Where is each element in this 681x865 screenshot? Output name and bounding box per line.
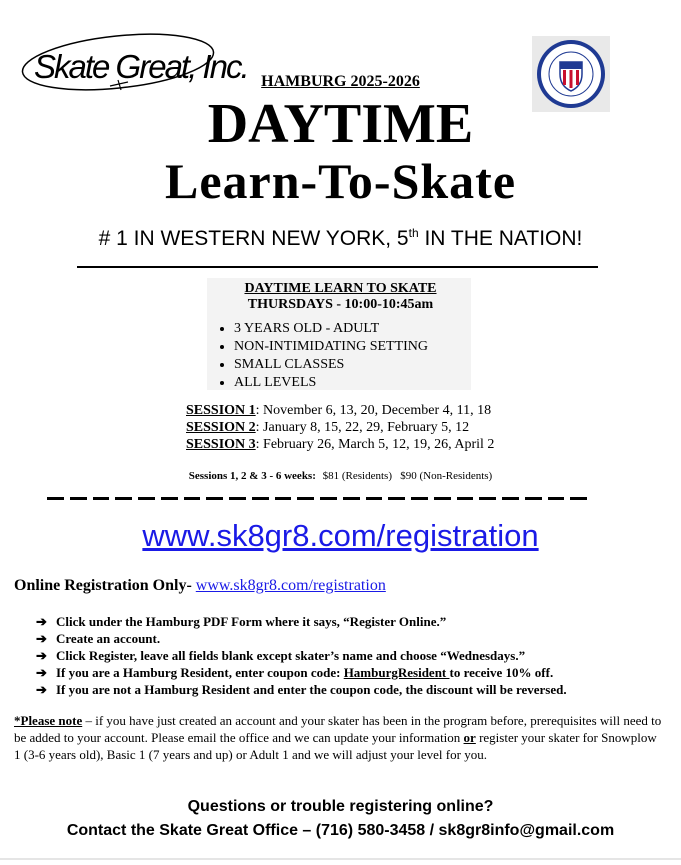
session-dates: : February 26, March 5, 12, 19, 26, April 2: [255, 437, 495, 452]
pricing-residents: $81 (Residents): [322, 470, 392, 482]
registration-link[interactable]: www.sk8gr8.com/registration: [142, 518, 539, 553]
session-label: SESSION 1: [186, 403, 256, 418]
note-label: *Please note: [14, 713, 83, 728]
session-dates: : November 6, 13, 20, December 4, 11, 18: [255, 403, 492, 418]
step-text: If you are a Hamburg Resident, enter coupon code:: [56, 665, 344, 680]
step-row: [36, 630, 567, 647]
pricing-label: Sessions 1, 2 & 3 - 6 weeks:: [188, 470, 316, 482]
step-text: Click under the Hamburg PDF Form where it says, “Register Online.”: [56, 614, 447, 629]
session-label: SESSION 2: [186, 420, 256, 435]
session-list: [186, 402, 494, 453]
note-or: or: [463, 730, 476, 745]
page-subtitle: Learn-To-Skate: [164, 153, 517, 209]
season-heading: HAMBURG 2025-2026: [261, 73, 420, 90]
arrow-icon: ➔: [36, 614, 47, 629]
coupon-suffix: to receive 10% off.: [449, 665, 554, 680]
pricing-nonresidents: $90 (Non-Residents): [400, 470, 493, 482]
list-item: • 3 YEARS OLD - ADULT: [234, 320, 428, 338]
step-text: If you are not a Hamburg Resident and enter the coupon code, the discount will be reversed.: [56, 682, 567, 697]
online-registration-line: [14, 577, 386, 595]
arrow-icon: ➔: [36, 665, 47, 680]
page-title: DAYTIME: [207, 93, 474, 155]
bottom-divider: [0, 858, 681, 860]
list-item: • ALL LEVELS: [234, 374, 428, 392]
note-text: – if you have just created an account and your skater has been in the program before, prerequisites will need to be added to your account. Please email the office and we can update your information: [14, 713, 662, 745]
step-text: Create an account.: [56, 631, 161, 646]
please-note: [14, 712, 664, 763]
session-row: [186, 419, 494, 436]
step-row: [36, 664, 567, 681]
registration-steps: [36, 613, 567, 698]
program-bullets: [214, 320, 428, 392]
list-item: • SMALL CLASSES: [234, 356, 428, 374]
tagline-sup: th: [408, 226, 419, 240]
arrow-icon: ➔: [36, 648, 47, 663]
session-row: [186, 402, 494, 419]
tagline: [0, 226, 681, 251]
arrow-icon: ➔: [36, 682, 47, 697]
session-dates: : January 8, 15, 22, 29, February 5, 12: [255, 420, 470, 435]
online-label: Online Registration Only-: [14, 577, 192, 594]
contact-line: Contact the Skate Great Office – (716) 580-3458 / sk8gr8info@gmail.com: [66, 822, 615, 839]
pricing-line: [0, 470, 681, 482]
coupon-code: HamburgResident: [343, 665, 450, 680]
contact-question: Questions or trouble registering online?: [187, 798, 494, 815]
logo-text: Skate Great, Inc.: [34, 48, 248, 85]
tagline-part-a: # 1 IN WESTERN NEW YORK, 5: [98, 227, 409, 250]
step-row: [36, 613, 567, 630]
step-row: [36, 647, 567, 664]
note-text: register your skater for Snowplow 1 (3-6 years old), Basic 1 (7 years and up) or Adult 1 and we will adjust your level for you.: [14, 730, 657, 762]
program-time: THURSDAYS - 10:00-10:45am: [247, 297, 434, 312]
online-registration-link[interactable]: www.sk8gr8.com/registration: [195, 577, 386, 594]
tagline-part-b: IN THE NATION!: [418, 227, 583, 250]
divider: [77, 266, 598, 268]
session-row: [186, 436, 494, 453]
session-label: SESSION 3: [186, 437, 256, 452]
step-row: [36, 681, 567, 698]
program-title: DAYTIME LEARN TO SKATE: [244, 281, 437, 296]
step-text: Click Register, leave all fields blank except skater’s name and choose “Wednesdays.”: [56, 648, 526, 663]
dashed-divider: [47, 493, 587, 505]
arrow-icon: ➔: [36, 631, 47, 646]
list-item: • NON-INTIMIDATING SETTING: [234, 338, 428, 356]
